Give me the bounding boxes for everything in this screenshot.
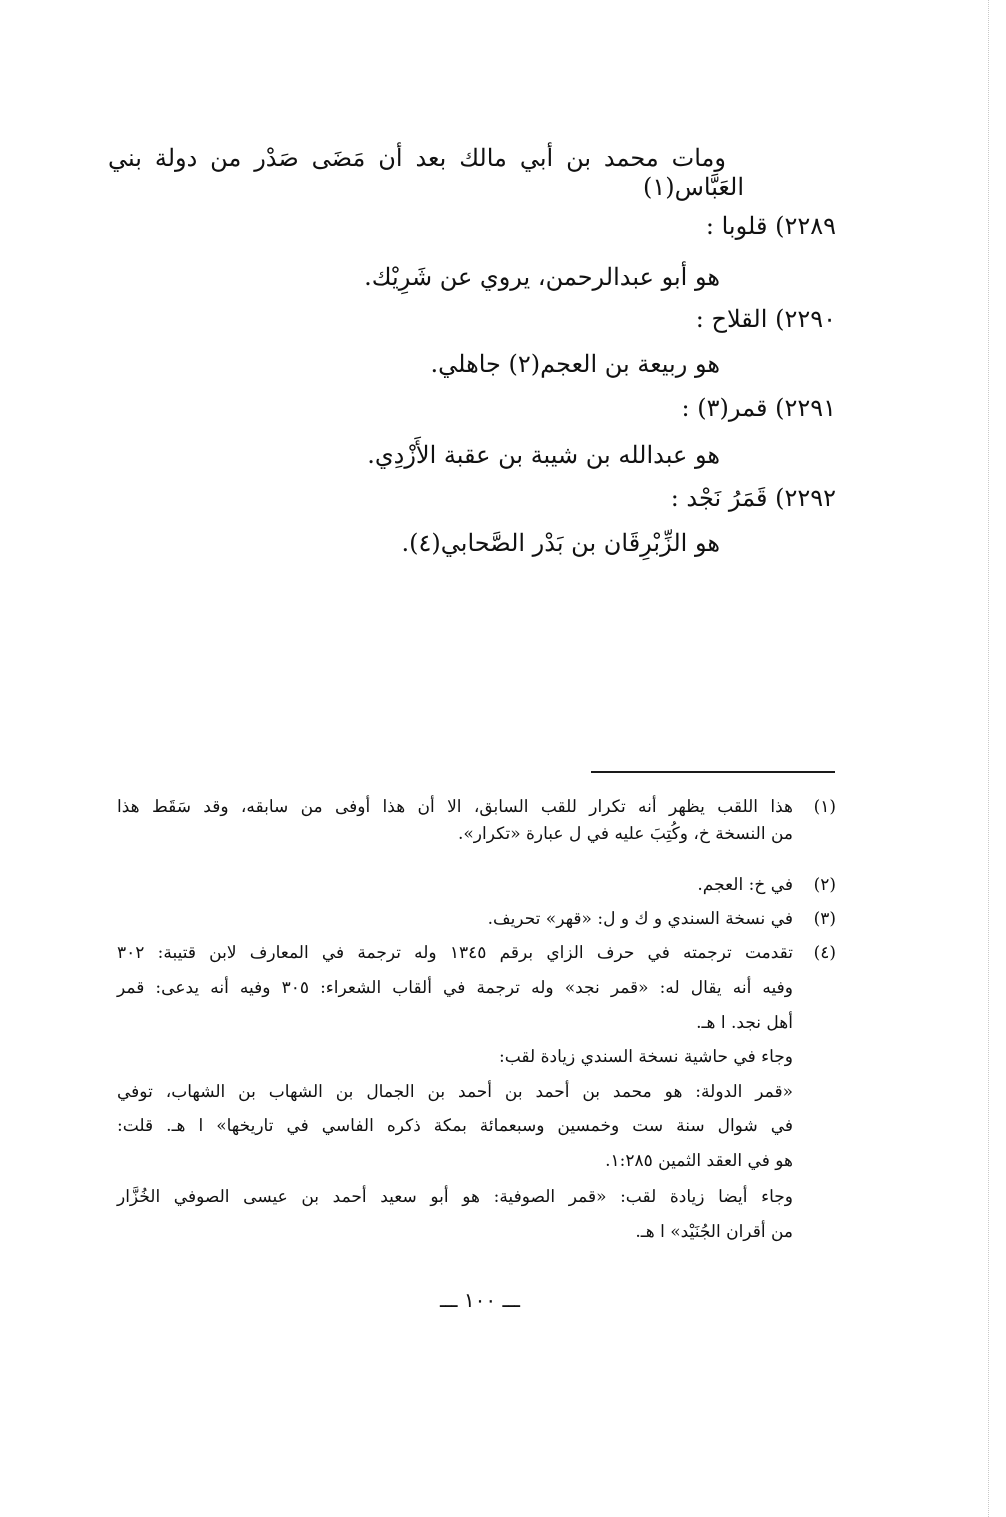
entry-text-2289: هو أبو عبدالرحمن، يروي عن شَرِيْك. — [364, 263, 720, 291]
page-edge-line — [988, 0, 989, 1517]
entry-number: ٢٢٨٩) — [775, 212, 836, 240]
footnote-3-line-1: في نسخة السندي و ك و ل: «قهر» تحريف. — [487, 909, 793, 929]
footnote-4-line-7: هو في العقد الثمين ١:٢٨٥. — [605, 1151, 793, 1171]
entry-heading-2292 — [671, 483, 836, 513]
footnote-4-line-9: من أقران الجُنَيْد» ا هـ. — [635, 1222, 793, 1242]
entry-heading-2290 — [696, 304, 836, 334]
entry-text-2292: هو الزِّبْرِقَان بن بَدْر الصَّحابي(٤). — [401, 529, 720, 557]
footnote-number-1: (١) — [813, 797, 836, 817]
footnote-4-line-3: أهل نجد. ا هـ. — [696, 1013, 793, 1033]
footnote-1-line-2: من النسخة خ، وكُتِبَ عليه في ل عبارة «تكرار». — [457, 824, 793, 844]
intro-line-2: العَبَّاس(١) — [642, 173, 744, 201]
footnote-number-4: (٤) — [813, 943, 836, 963]
page-number: ـــ ١٠٠ ـــ — [439, 1288, 521, 1312]
entry-title: قمر(٣) : — [681, 394, 768, 422]
entry-number: ٢٢٩١) — [775, 394, 836, 422]
footnote-number-2: (٢) — [813, 875, 836, 895]
entry-title: قَمَرُ نَجْد : — [670, 484, 768, 512]
footnote-4-line-4: وجاء في حاشية نسخة السندي زيادة لقب: — [499, 1047, 793, 1067]
entry-text-2291: هو عبدالله بن شيبة بن عقبة الأَزْدِي. — [367, 441, 720, 469]
footnote-2-line-1: في خ: العجم. — [697, 875, 793, 895]
entry-title: قلوبا : — [705, 212, 768, 240]
intro-line-1: ومات محمد بن أبي مالك بعد أن مَضَى صَدْر من دولة بني — [108, 144, 726, 172]
entry-heading-2289 — [706, 211, 836, 241]
footnote-1-line-1: هذا اللقب يظهر أنه تكرار للقب السابق، الا أن هذا أوفى من سابقه، وقد سَقَط هذا — [117, 797, 793, 817]
footnote-4-line-5: «قمر الدولة: هو محمد بن أحمد بن أحمد بن الجمال بن الشهاب بن الشهاب، توفي — [117, 1082, 793, 1102]
entry-number: ٢٢٩٠) — [775, 305, 836, 333]
entry-title: القلاح : — [695, 305, 768, 333]
footnote-4-line-8: وجاء أيضا زيادة لقب: «قمر الصوفية: هو أبو سعيد أحمد بن عيسى الصوفي الخُزَّار — [117, 1187, 793, 1207]
footnote-4-line-6: في شوال سنة ست وخمسين وسبعمائة بمكة ذكره الفاسي في تاريخها» ا هـ. قلت: — [117, 1116, 793, 1136]
entry-text-2290: هو ربيعة بن العجم(٢) جاهلي. — [430, 350, 720, 378]
entry-heading-2291 — [682, 393, 837, 423]
footnote-4-line-2: وفيه أنه يقال له: «قمر نجد» وله ترجمة في ألقاب الشعراء: ٣٠٥ وفيه أنه يدعى: قمر — [117, 978, 793, 998]
footnote-number-3: (٣) — [813, 909, 836, 929]
entry-number: ٢٢٩٢) — [775, 484, 836, 512]
footnote-4-line-1: تقدمت ترجمته في حرف الزاي برقم ١٣٤٥ وله ترجمة في المعارف لابن قتيبة: ٣٠٢ — [117, 943, 793, 963]
footnote-separator — [591, 771, 835, 773]
